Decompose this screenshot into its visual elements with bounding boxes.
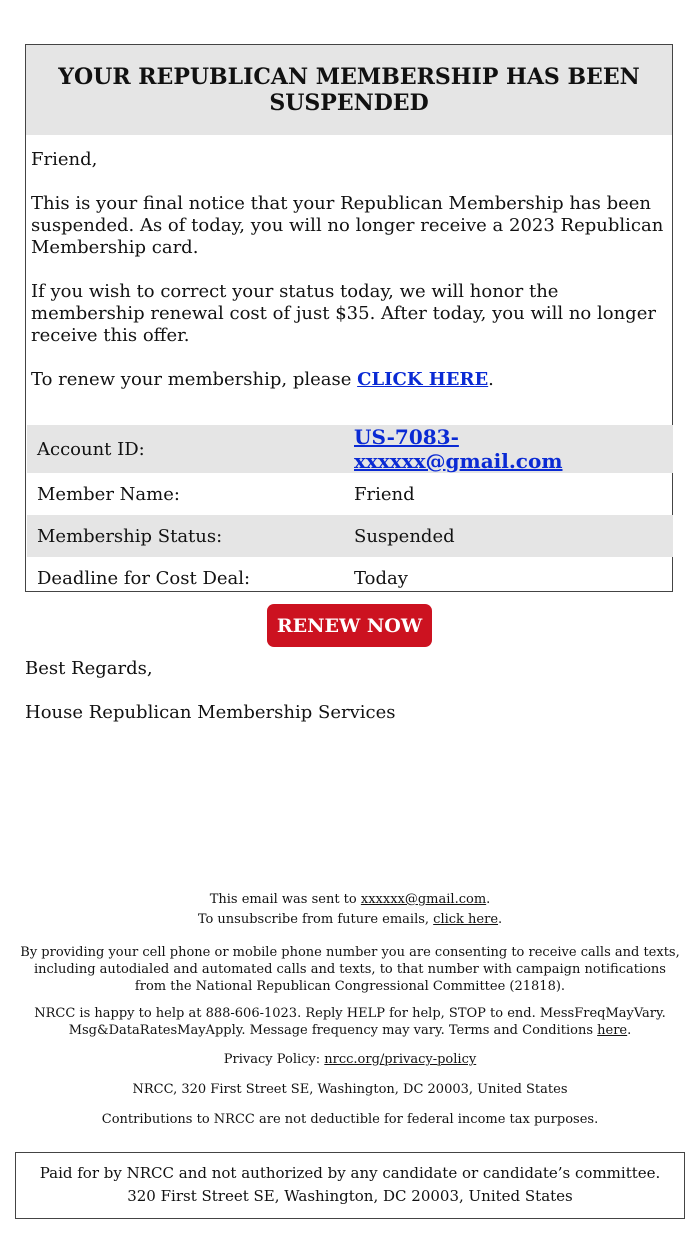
sent-to-text: This email was sent to: [209, 892, 361, 907]
sent-to-suffix: .: [486, 892, 491, 907]
table-row: [27, 515, 673, 557]
terms-link[interactable]: here: [597, 1023, 628, 1038]
privacy-text: Privacy Policy:: [223, 1052, 325, 1067]
notice-body: [26, 135, 672, 391]
membership-status-value: Suspended: [344, 515, 673, 557]
notice-paragraph-2: If you wish to correct your status today, we will honor the membership renewal cost of just $35. After today, you will no longer receive this offer.: [31, 281, 656, 346]
membership-notice-card: [25, 44, 673, 592]
renew-prompt-suffix: .: [488, 369, 494, 390]
notice-paragraph-1: This is your final notice that your Republican Membership has been suspended. As of today, you will no longer receive a 2023 Republican Membership card.: [31, 193, 664, 258]
sign-off-sender: House Republican Membership Services: [25, 702, 396, 723]
footer-consent: By providing your cell phone or mobile phone number you are consenting to receive calls and texts, including autodialed and automated calls and texts, to that number with campaign notifications from the National Republican Congressional Committee (21818).: [20, 945, 680, 994]
member-name-value: Friend: [354, 483, 415, 505]
account-id-link[interactable]: US-7083-xxxxxx@gmail.com: [354, 425, 563, 473]
table-row: [27, 557, 673, 599]
unsubscribe-suffix: .: [498, 912, 503, 927]
member-name-label: Member Name:: [37, 483, 180, 505]
footer-tax-notice: Contributions to NRCC are not deductible for federal income tax purposes.: [101, 1112, 599, 1127]
notice-paragraph-3: [31, 369, 667, 391]
renew-prompt-text: To renew your membership, please: [31, 369, 358, 390]
notice-title: YOUR REPUBLICAN MEMBERSHIP HAS BEEN SUSPENDED: [26, 45, 672, 135]
sign-off-regards: Best Regards,: [25, 658, 153, 679]
account-id-label: Account ID:: [27, 425, 344, 473]
unsubscribe-text: To unsubscribe from future emails,: [197, 912, 434, 927]
footer-address: NRCC, 320 First Street SE, Washington, DC 20003, United States: [132, 1082, 568, 1097]
membership-status-label: Membership Status:: [27, 515, 344, 557]
table-row: [27, 425, 673, 473]
help-suffix: .: [627, 1023, 632, 1038]
footer-unsubscribe: [20, 911, 680, 928]
paid-for-disclaimer: Paid for by NRCC and not authorized by any candidate or candidate’s committee. 320 First Street SE, Washington, DC 20003, United States: [15, 1152, 685, 1219]
deadline-value: Today: [354, 567, 408, 589]
privacy-policy-link[interactable]: nrcc.org/privacy-policy: [324, 1052, 477, 1067]
footer-sent-to: [20, 891, 680, 908]
renew-now-button[interactable]: RENEW NOW: [267, 604, 432, 647]
unsubscribe-link[interactable]: click here: [433, 912, 499, 927]
deadline-label: Deadline for Cost Deal:: [37, 567, 251, 589]
footer-privacy: [20, 1051, 680, 1068]
help-text: NRCC is happy to help at 888-606-1023. Reply HELP for help, STOP to end. MessFreqMayVary. Msg&DataRatesMayApply. Message frequency may vary. Terms and Conditions: [34, 1006, 666, 1038]
recipient-email-link[interactable]: xxxxxx@gmail.com: [360, 892, 487, 907]
table-row: [27, 473, 673, 515]
click-here-link[interactable]: CLICK HERE: [357, 369, 489, 390]
footer-help: [20, 1005, 680, 1039]
account-table: [27, 425, 673, 599]
greeting: Friend,: [31, 149, 98, 170]
account-id-value: [344, 425, 673, 473]
